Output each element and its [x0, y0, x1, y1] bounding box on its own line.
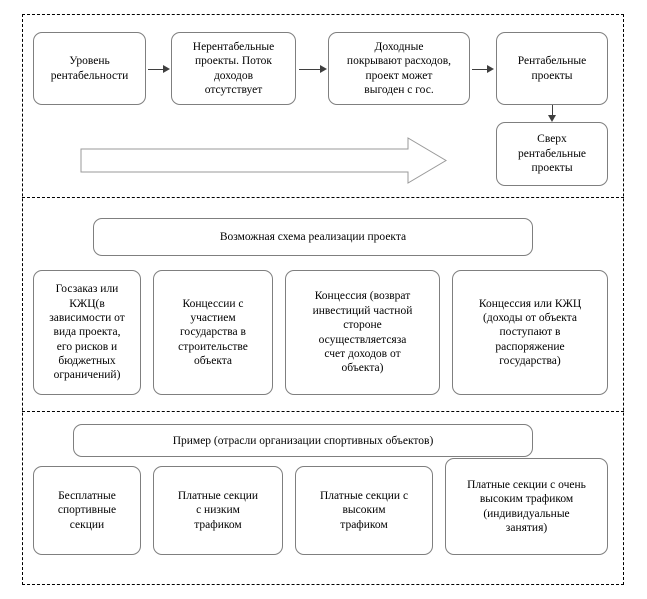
box-line: Уровень: [69, 55, 110, 68]
box-line: трафиком: [194, 518, 242, 531]
box-line: объекта: [193, 355, 233, 368]
box-paid-low-traffic: [153, 466, 283, 555]
arrow-line: [148, 69, 163, 70]
box-line: участием: [190, 311, 236, 324]
box-line: поступают в: [499, 326, 561, 339]
box-line: государства в: [180, 326, 246, 339]
section-divider-1: [22, 197, 624, 198]
connector-arrow-1: [148, 64, 170, 74]
arrow-line: [552, 105, 553, 115]
box-line: высоким: [342, 504, 386, 517]
box-line: (индивидуальные: [483, 507, 570, 520]
box-break-even: [328, 32, 470, 105]
box-line: ограничений): [53, 369, 121, 382]
box-line: с низким: [196, 504, 240, 517]
box-line: государства): [499, 355, 561, 368]
section-divider-2: [22, 411, 624, 412]
growth-arrow-icon: [80, 137, 447, 184]
box-line: секции: [69, 518, 105, 531]
box-paid-high-traffic: [295, 466, 433, 555]
box-line: Платные секции с: [319, 489, 409, 502]
box-line: Концессии с: [182, 297, 244, 310]
box-line: рентабельности: [50, 69, 129, 82]
header-implementation-scheme: [93, 218, 533, 256]
box-line: его рисков и: [56, 340, 118, 353]
box-line: зависимости от: [49, 311, 125, 324]
box-concession-private-return: [285, 270, 440, 395]
connector-arrow-2: [299, 64, 327, 74]
box-line: проекты. Поток: [195, 55, 272, 68]
box-line: Концессия (возврат: [314, 290, 411, 303]
box-line: осуществляетсяза: [318, 333, 407, 346]
box-line: Доходные: [374, 40, 424, 53]
box-profitable: [496, 32, 608, 105]
arrow-line: [472, 69, 487, 70]
box-super-profitable: [496, 122, 608, 186]
box-line: Госзаказ или: [55, 283, 119, 296]
box-line: объекта): [341, 362, 384, 375]
box-free-sections: [33, 466, 141, 555]
box-line: проекты: [531, 162, 573, 175]
box-line: Концессия или КЖЦ: [478, 297, 582, 310]
arrow-head: [548, 115, 556, 122]
header-label: Возможная схема реализации проекта: [219, 231, 407, 243]
box-line: рентабельные: [517, 147, 587, 160]
box-concession-or-lcc: [452, 270, 608, 395]
box-line: Платные секции с очень: [467, 478, 586, 491]
box-line: занятия): [505, 521, 548, 534]
box-line: инвестиций частной: [312, 304, 413, 317]
box-unprofitable: [171, 32, 296, 105]
arrow-head: [320, 65, 327, 73]
box-line: отсутствует: [204, 83, 263, 96]
box-line: Бесплатные: [58, 489, 116, 502]
arrow-head: [487, 65, 494, 73]
box-line: КЖЦ(в: [69, 297, 105, 310]
box-line: Рентабельные: [517, 55, 587, 68]
box-profitability-level: [33, 32, 146, 105]
box-line: проекты: [531, 69, 573, 82]
box-state-order: [33, 270, 141, 395]
connector-arrow-4: [547, 105, 557, 122]
box-line: Платные секции: [177, 489, 259, 502]
box-concession-state-participation: [153, 270, 273, 395]
box-line: (доходы от объекта: [483, 311, 577, 324]
box-line: спортивные: [57, 504, 117, 517]
box-line: трафиком: [340, 518, 388, 531]
box-line: покрывают расходов,: [346, 55, 452, 68]
box-line: высоким трафиком: [479, 493, 574, 506]
arrow-head: [163, 65, 170, 73]
box-line: стороне: [343, 319, 382, 332]
box-line: распоряжение: [495, 340, 565, 353]
box-line: вида проекта,: [53, 326, 121, 339]
box-paid-very-high-traffic: [445, 458, 608, 555]
header-example: [73, 424, 533, 457]
box-line: Нерентабельные: [192, 40, 275, 53]
header-label: Пример (отрасли организации спортивных объектов): [172, 434, 434, 447]
box-line: бюджетных: [58, 355, 116, 368]
connector-arrow-3: [472, 64, 494, 74]
box-line: Сверх: [537, 133, 567, 146]
box-line: доходов: [213, 69, 254, 82]
box-line: строительстве: [178, 340, 248, 353]
box-line: проект может: [365, 69, 433, 82]
box-line: выгоден с гос.: [364, 83, 434, 96]
box-line: счет доходов от: [324, 347, 401, 360]
arrow-line: [299, 69, 320, 70]
